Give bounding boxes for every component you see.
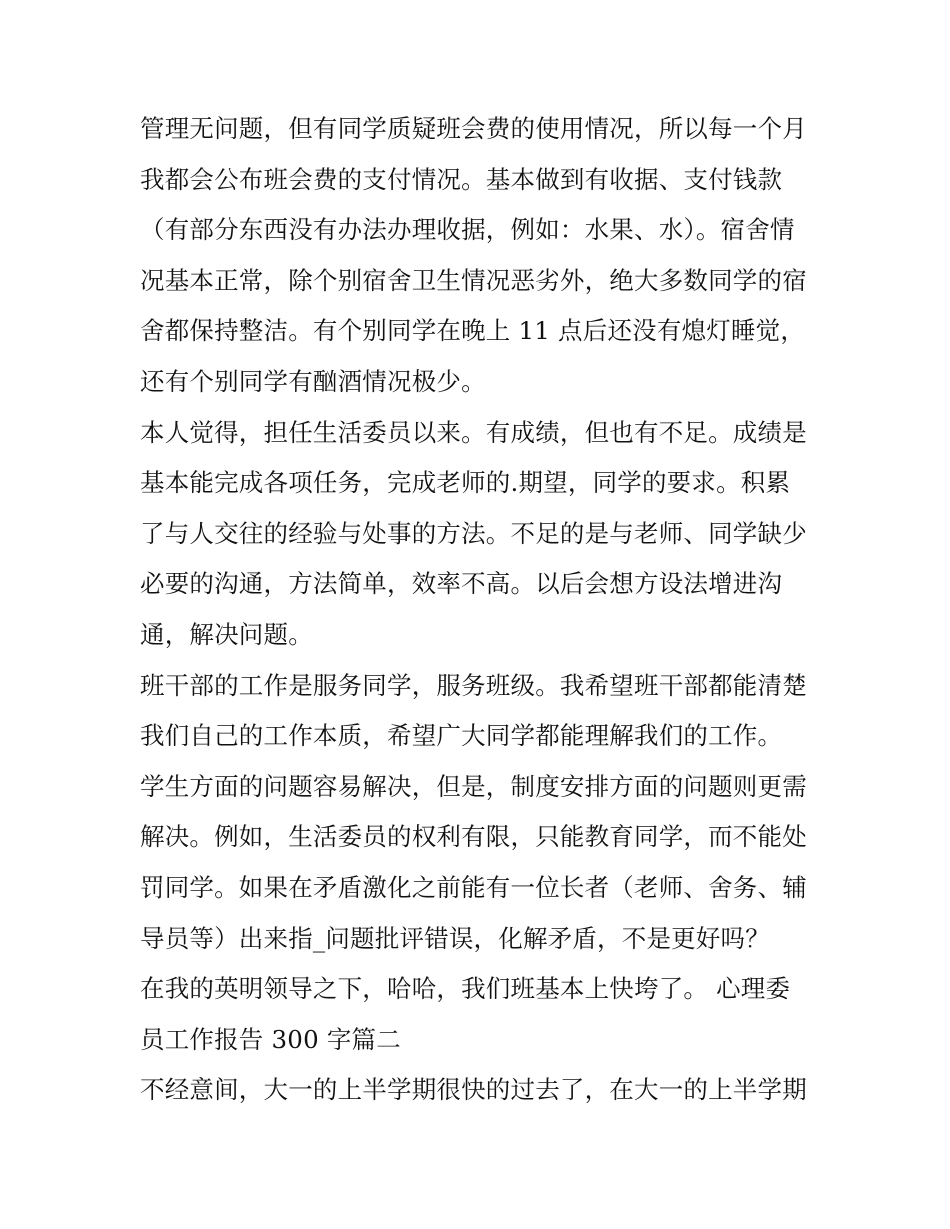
text-line: 在我的英明领导之下，哈哈，我们班基本上快垮了。 心理委: [140, 974, 791, 1004]
text-line: 舍都保持整洁。有个别同学在晚上 11 点后还没有熄灯睡觉，: [140, 316, 806, 346]
text-line: 学生方面的问题容易解决，但是，制度安排方面的问题则更需: [140, 771, 807, 801]
text-line: （有部分东西没有办法办理收据，例如：水果、水）。宿舍情: [140, 215, 795, 245]
text-line: 通，解决问题。: [140, 619, 313, 649]
text-line: 基本能完成各项任务，完成老师的.期望，同学的要求。积累: [140, 468, 791, 498]
text-line: 况基本正常，除个别宿舍卫生情况恶劣外，绝大多数同学的宿: [140, 265, 807, 295]
text-line: 员工作报告 300 字篇二: [140, 1024, 401, 1054]
text-line: 必要的沟通，方法简单，效率不高。以后会想方设法增进沟: [140, 569, 783, 599]
text-line: 了与人交往的经验与处事的方法。不足的是与老师、同学缺少: [140, 518, 807, 548]
text-line: 罚同学。如果在矛盾激化之前能有一位长者（老师、舍务、辅: [140, 872, 807, 902]
body-text: [140, 104, 820, 1116]
text-line: 我们自己的工作本质，希望广大同学都能理解我们的工作。: [140, 721, 783, 751]
text-line: 班干部的工作是服务同学，服务班级。我希望班干部都能清楚: [140, 670, 807, 700]
text-line: 我都会公布班会费的支付情况。基本做到有收据、支付钱款: [140, 164, 783, 194]
text-line: 本人觉得，担任生活委员以来。有成绩，但也有不足。成绩是: [140, 417, 807, 447]
text-line: 还有个别同学有酗酒情况极少。: [140, 366, 486, 396]
text-line: 管理无问题，但有同学质疑班会费的使用情况，所以每一个月: [140, 114, 807, 143]
text-line: 解决。例如，生活委员的权利有限，只能教育同学，而不能处: [140, 822, 807, 852]
text-line: 导员等）出来指_问题批评错误，化解矛盾，不是更好吗？: [140, 923, 770, 953]
text-line: 不经意间，大一的上半学期很快的过去了，在大一的上半学期: [140, 1075, 807, 1105]
